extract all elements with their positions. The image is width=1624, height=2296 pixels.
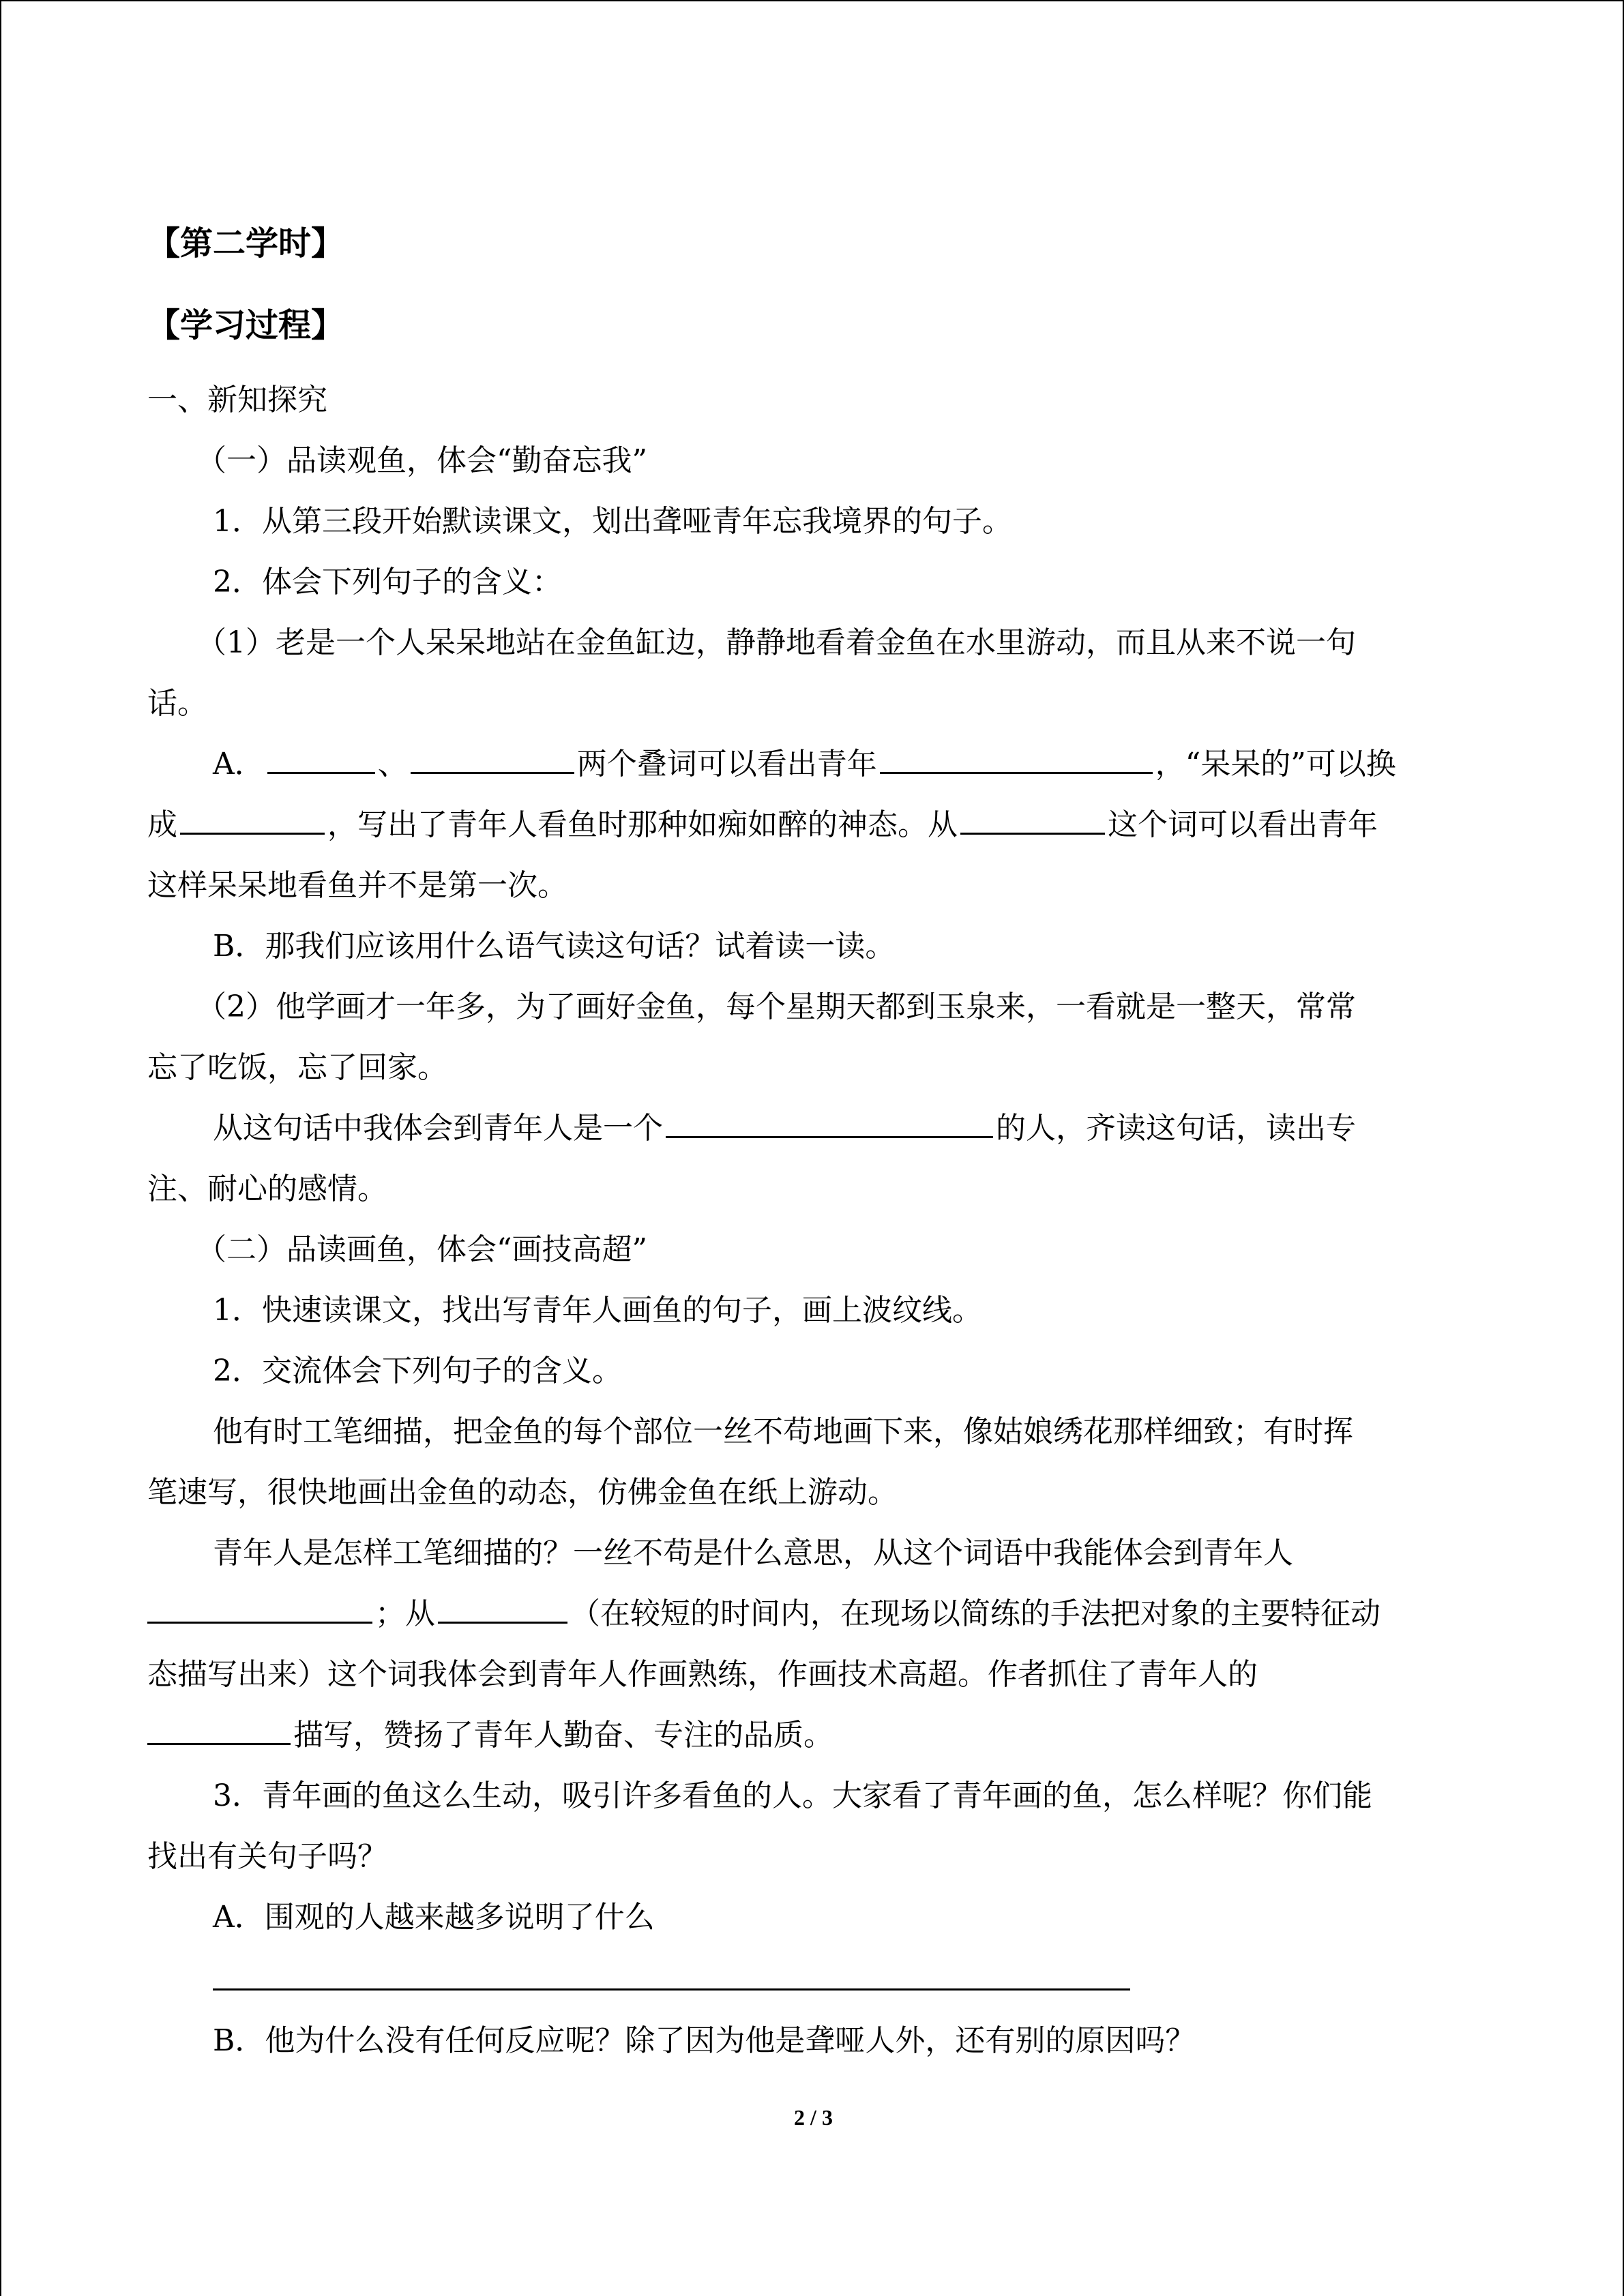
item-a-text-3: 成 bbox=[147, 807, 177, 842]
fill-blank[interactable] bbox=[267, 738, 375, 774]
sentence-1-line-1: （1）老是一个人呆呆地站在金鱼缸边，静静地看着金鱼在水里游动，而且从来不说一句 bbox=[196, 625, 1356, 660]
item-d-line-4 bbox=[147, 1705, 1479, 1765]
fill-blank[interactable] bbox=[147, 1587, 372, 1624]
part1-question-2: 2．体会下列句子的含义： bbox=[213, 565, 562, 599]
item-a-text-4: ，写出了青年人看鱼时那种如痴如醉的神态。从 bbox=[327, 807, 958, 842]
part2-question-2: 2．交流体会下列句子的含义。 bbox=[213, 1354, 622, 1388]
item-d-line-3: 态描写出来）这个词我体会到青年人作画熟练，作画技术高超。作者抓住了青年人的 bbox=[147, 1657, 1258, 1692]
part2-question-3-line-2: 找出有关句子吗？ bbox=[147, 1839, 387, 1874]
item-a-label: A． bbox=[213, 747, 265, 781]
item-c-text-1: 从这句话中我体会到青年人是一个 bbox=[213, 1111, 663, 1146]
item-d-line-2 bbox=[147, 1583, 1479, 1644]
item-c-text-2: 的人，齐读这句话，读出专 bbox=[996, 1111, 1356, 1146]
fill-blank[interactable] bbox=[147, 1709, 291, 1745]
section-title: 一、新知探究 bbox=[147, 383, 327, 417]
item-a-text-2: ，“呆呆的”可以换 bbox=[1155, 747, 1396, 781]
sentence-1-line-2: 话。 bbox=[147, 686, 207, 721]
item-d-text-2: ；从 bbox=[375, 1596, 435, 1631]
item-a-text-1: 两个叠词可以看出青年 bbox=[576, 747, 877, 781]
fill-blank[interactable] bbox=[438, 1587, 567, 1624]
part2-title: （二）品读画鱼，体会“画技高超” bbox=[196, 1232, 647, 1267]
item-d-text-3: （在较短的时间内，在现场以简练的手法把对象的主要特征动 bbox=[570, 1596, 1381, 1631]
item-d-text-5: 描写，赞扬了青年人勤奋、专注的品质。 bbox=[293, 1718, 833, 1753]
item-c-line-2: 注、耐心的感情。 bbox=[147, 1172, 387, 1206]
part1-title: （一）品读观鱼，体会“勤奋忘我” bbox=[196, 443, 647, 478]
question-a: A．围观的人越来越多说明了什么 bbox=[213, 1900, 655, 1935]
item-a-line-1 bbox=[147, 734, 1479, 794]
fill-blank[interactable] bbox=[666, 1102, 993, 1138]
fill-blank[interactable] bbox=[960, 799, 1105, 835]
answer-line[interactable] bbox=[213, 1954, 1130, 1991]
item-a-line-2 bbox=[147, 794, 1479, 855]
fill-blank[interactable] bbox=[880, 738, 1153, 774]
sentence-2-line-2: 忘了吃饭，忘了回家。 bbox=[147, 1050, 447, 1085]
fill-blank[interactable] bbox=[180, 799, 325, 835]
lesson-heading: 【第二学时】 bbox=[147, 224, 344, 263]
question-b: B．他为什么没有任何反应呢？除了因为他是聋哑人外，还有别的原因吗？ bbox=[213, 2023, 1196, 2058]
item-c-line-1 bbox=[147, 1098, 1479, 1159]
item-a-line-3: 这样呆呆地看鱼并不是第一次。 bbox=[147, 868, 567, 903]
fill-blank[interactable] bbox=[411, 738, 574, 774]
part2-sentence-line-2: 笔速写，很快地画出金鱼的动态，仿佛金鱼在纸上游动。 bbox=[147, 1475, 898, 1510]
page-number: 2 / 3 bbox=[794, 2105, 833, 2130]
part1-question-1: 1．从第三段开始默读课文，划出聋哑青年忘我境界的句子。 bbox=[213, 504, 1012, 539]
item-a-text-5: 这个词可以看出青年 bbox=[1108, 807, 1378, 842]
part2-question-3-line-1: 3．青年画的鱼这么生动，吸引许多看鱼的人。大家看了青年画的鱼，怎么样呢？你们能 bbox=[213, 1778, 1372, 1813]
page-content bbox=[147, 206, 1479, 2071]
part2-question-1: 1．快速读课文，找出写青年人画鱼的句子，画上波纹线。 bbox=[213, 1293, 982, 1328]
sentence-2-line-1: （2）他学画才一年多，为了画好金鱼，每个星期天都到玉泉来，一看就是一整天，常常 bbox=[196, 989, 1356, 1024]
separator-text: 、 bbox=[377, 747, 408, 781]
part2-sentence-line-1: 他有时工笔细描，把金鱼的每个部位一丝不苟地画下来，像姑娘绣花那样细致；有时挥 bbox=[213, 1414, 1353, 1449]
process-heading: 【学习过程】 bbox=[147, 306, 344, 344]
item-d-line-1: 青年人是怎样工笔细描的？一丝不苟是什么意思，从这个词语中我能体会到青年人 bbox=[213, 1536, 1293, 1570]
item-b: B．那我们应该用什么语气读这句话？试着读一读。 bbox=[213, 929, 896, 964]
